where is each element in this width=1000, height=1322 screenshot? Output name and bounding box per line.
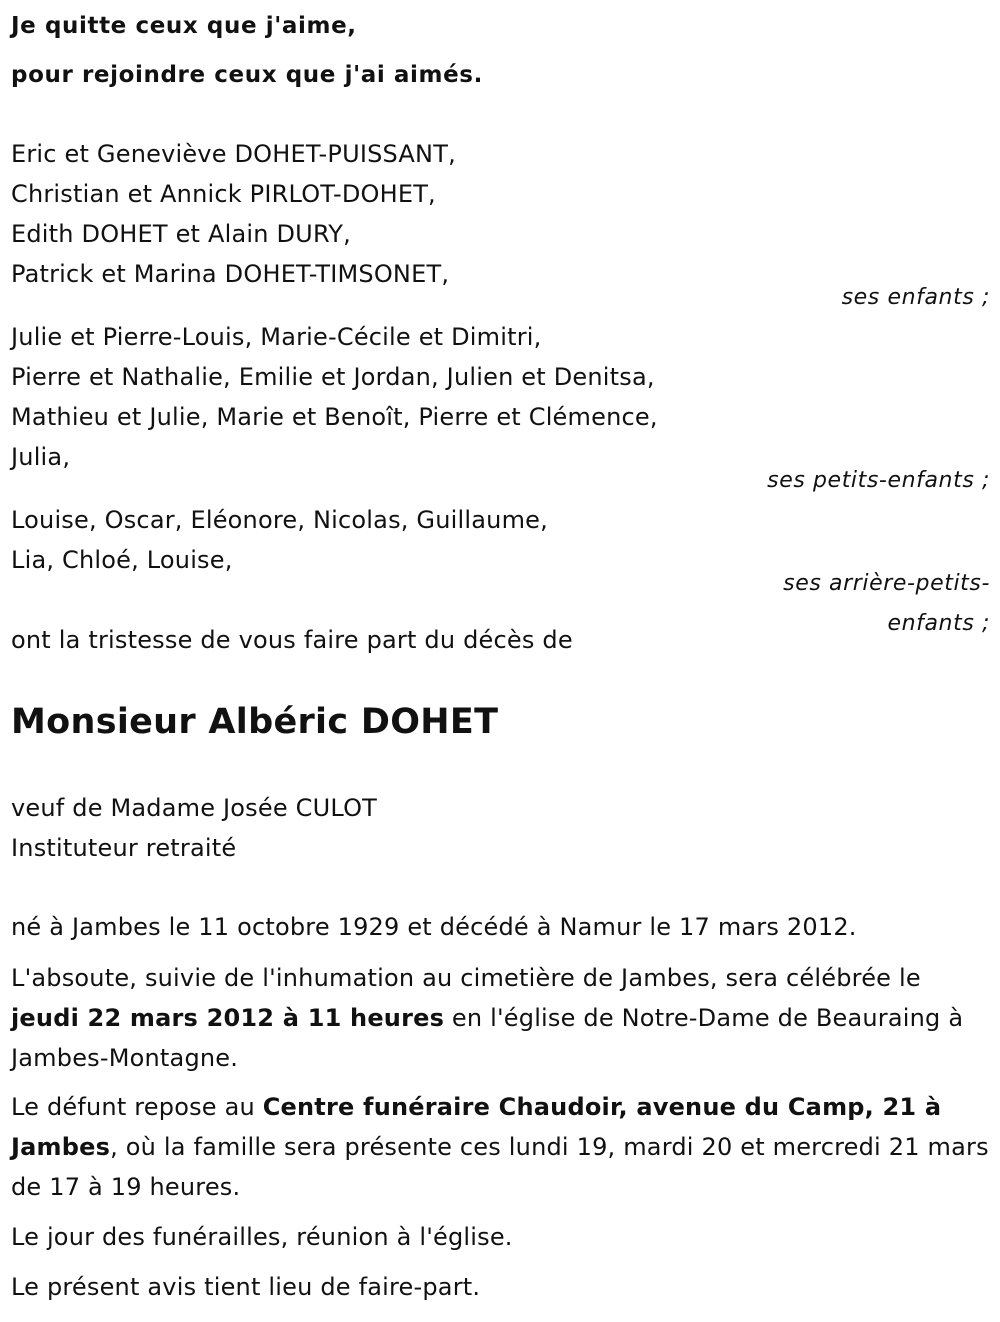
great-grandchild-line: Lia, Chloé, Louise, — [11, 546, 233, 574]
quote-line-1: Je quitte ceux que j'aime, — [11, 13, 357, 39]
deceased-name: Monsieur Albéric DOHET — [11, 702, 499, 742]
profession-text: Instituteur retraité — [11, 834, 237, 862]
repose-paragraph — [11, 1087, 996, 1207]
great-grandchildren-role-label-2: enfants ; — [887, 611, 990, 636]
widow-text: veuf de Madame Josée CULOT — [11, 794, 378, 822]
child-line: Christian et Annick PIRLOT-DOHET, — [11, 180, 436, 208]
grandchild-line: Pierre et Nathalie, Emilie et Jordan, Julien et Denitsa, — [11, 363, 655, 391]
child-line: Eric et Geneviève DOHET-PUISSANT, — [11, 140, 456, 168]
notice-text: Le présent avis tient lieu de faire-part. — [11, 1273, 481, 1301]
grandchild-line: Mathieu et Julie, Marie et Benoît, Pierre et Clémence, — [11, 403, 658, 431]
grandchild-line: Julie et Pierre-Louis, Marie-Cécile et Dimitri, — [11, 323, 542, 351]
funeral-day-text: Le jour des funérailles, réunion à l'église. — [11, 1223, 513, 1251]
child-line: Patrick et Marina DOHET-TIMSONET, — [11, 260, 450, 288]
announcement-text: ont la tristesse de vous faire part du décès de — [11, 626, 573, 654]
ceremony-paragraph — [11, 958, 996, 1078]
children-role-label: ses enfants ; — [841, 285, 990, 310]
repose-location: Centre funéraire Chaudoir, avenue du Camp, 21 à Jambes — [11, 1093, 942, 1161]
ceremony-text-before: L'absoute, suivie de l'inhumation au cimetière de Jambes, sera célébrée le — [11, 964, 921, 992]
repose-text-after: , où la famille sera présente ces lundi 19, mardi 20 et mercredi 21 mars de 17 à 19 heures. — [11, 1133, 989, 1201]
birth-death-text: né à Jambes le 11 octobre 1929 et décédé à Namur le 17 mars 2012. — [11, 913, 857, 941]
repose-text-before: Le défunt repose au — [11, 1093, 263, 1121]
ceremony-date-time: jeudi 22 mars 2012 à 11 heures — [11, 1004, 445, 1032]
great-grandchild-line: Louise, Oscar, Eléonore, Nicolas, Guillaume, — [11, 506, 548, 534]
ceremony-text-after: en l'église de Notre-Dame de Beauraing à Jambes-Montagne. — [11, 1004, 964, 1072]
great-grandchildren-role-label-1: ses arrière-petits- — [783, 571, 990, 596]
quote-line-2: pour rejoindre ceux que j'ai aimés. — [11, 62, 483, 88]
grandchild-line: Julia, — [11, 443, 71, 471]
grandchildren-role-label: ses petits-enfants ; — [767, 468, 990, 493]
child-line: Edith DOHET et Alain DURY, — [11, 220, 351, 248]
